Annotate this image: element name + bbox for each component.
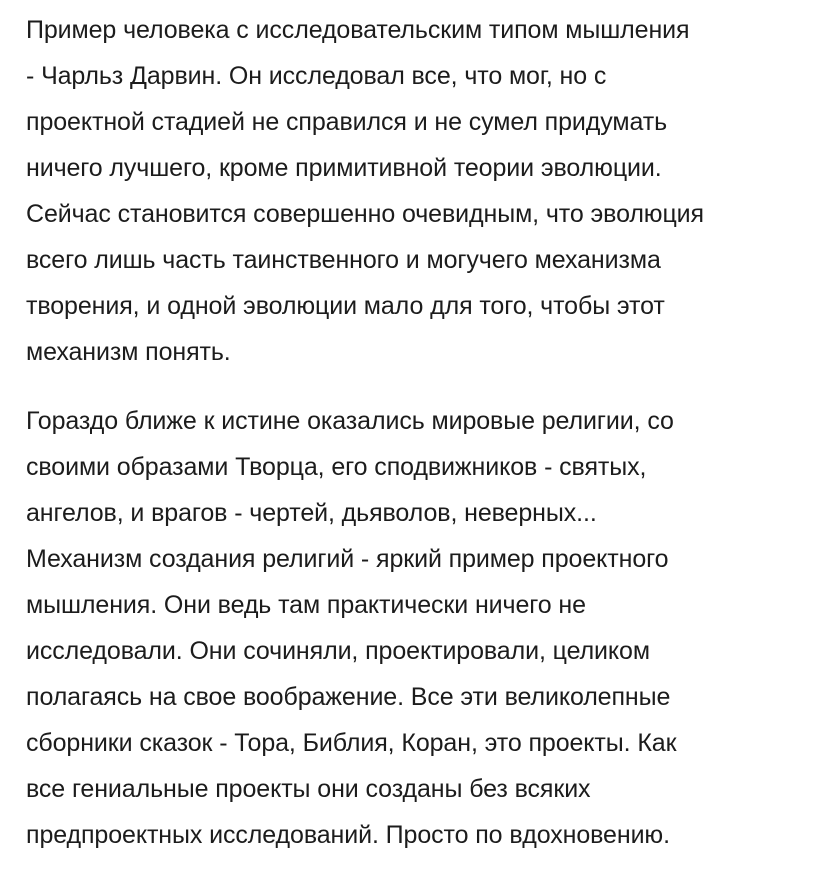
text-line: предпроектных исследований. Просто по вдохновению. bbox=[26, 821, 670, 849]
paragraph-religions bbox=[26, 398, 676, 858]
text-line: полагаясь на свое воображение. Все эти великолепные bbox=[26, 683, 671, 711]
text-line: проектной стадией не справился и не сумел придумать bbox=[26, 108, 668, 136]
text-line: Механизм создания религий - яркий пример проектного bbox=[26, 545, 669, 573]
text-line: исследовали. Они сочиняли, проектировали, целиком bbox=[26, 637, 650, 665]
paragraph-darwin bbox=[26, 7, 704, 375]
text-line: Сейчас становится совершенно очевидным, что эволюция bbox=[26, 200, 704, 228]
text-line: Пример человека с исследовательским типом мышления bbox=[26, 16, 690, 44]
text-line: своими образами Творца, его сподвижников - святых, bbox=[26, 453, 647, 481]
text-line: всего лишь часть таинственного и могучего механизма bbox=[26, 246, 661, 274]
text-line: Гораздо ближе к истине оказались мировые религии, со bbox=[26, 407, 674, 435]
text-line: - Чарльз Дарвин. Он исследовал все, что мог, но с bbox=[26, 62, 607, 90]
text-line: творения, и одной эволюции мало для того, чтобы этот bbox=[26, 292, 665, 320]
text-line: все гениальные проекты они созданы без всяких bbox=[26, 775, 591, 803]
text-line: ничего лучшего, кроме примитивной теории эволюции. bbox=[26, 154, 662, 182]
text-line: мышления. Они ведь там практически ничего не bbox=[26, 591, 586, 619]
text-line: механизм понять. bbox=[26, 338, 231, 366]
text-line: сборники сказок - Тора, Библия, Коран, это проекты. Как bbox=[26, 729, 677, 757]
text-line: ангелов, и врагов - чертей, дьяволов, неверных... bbox=[26, 499, 597, 527]
